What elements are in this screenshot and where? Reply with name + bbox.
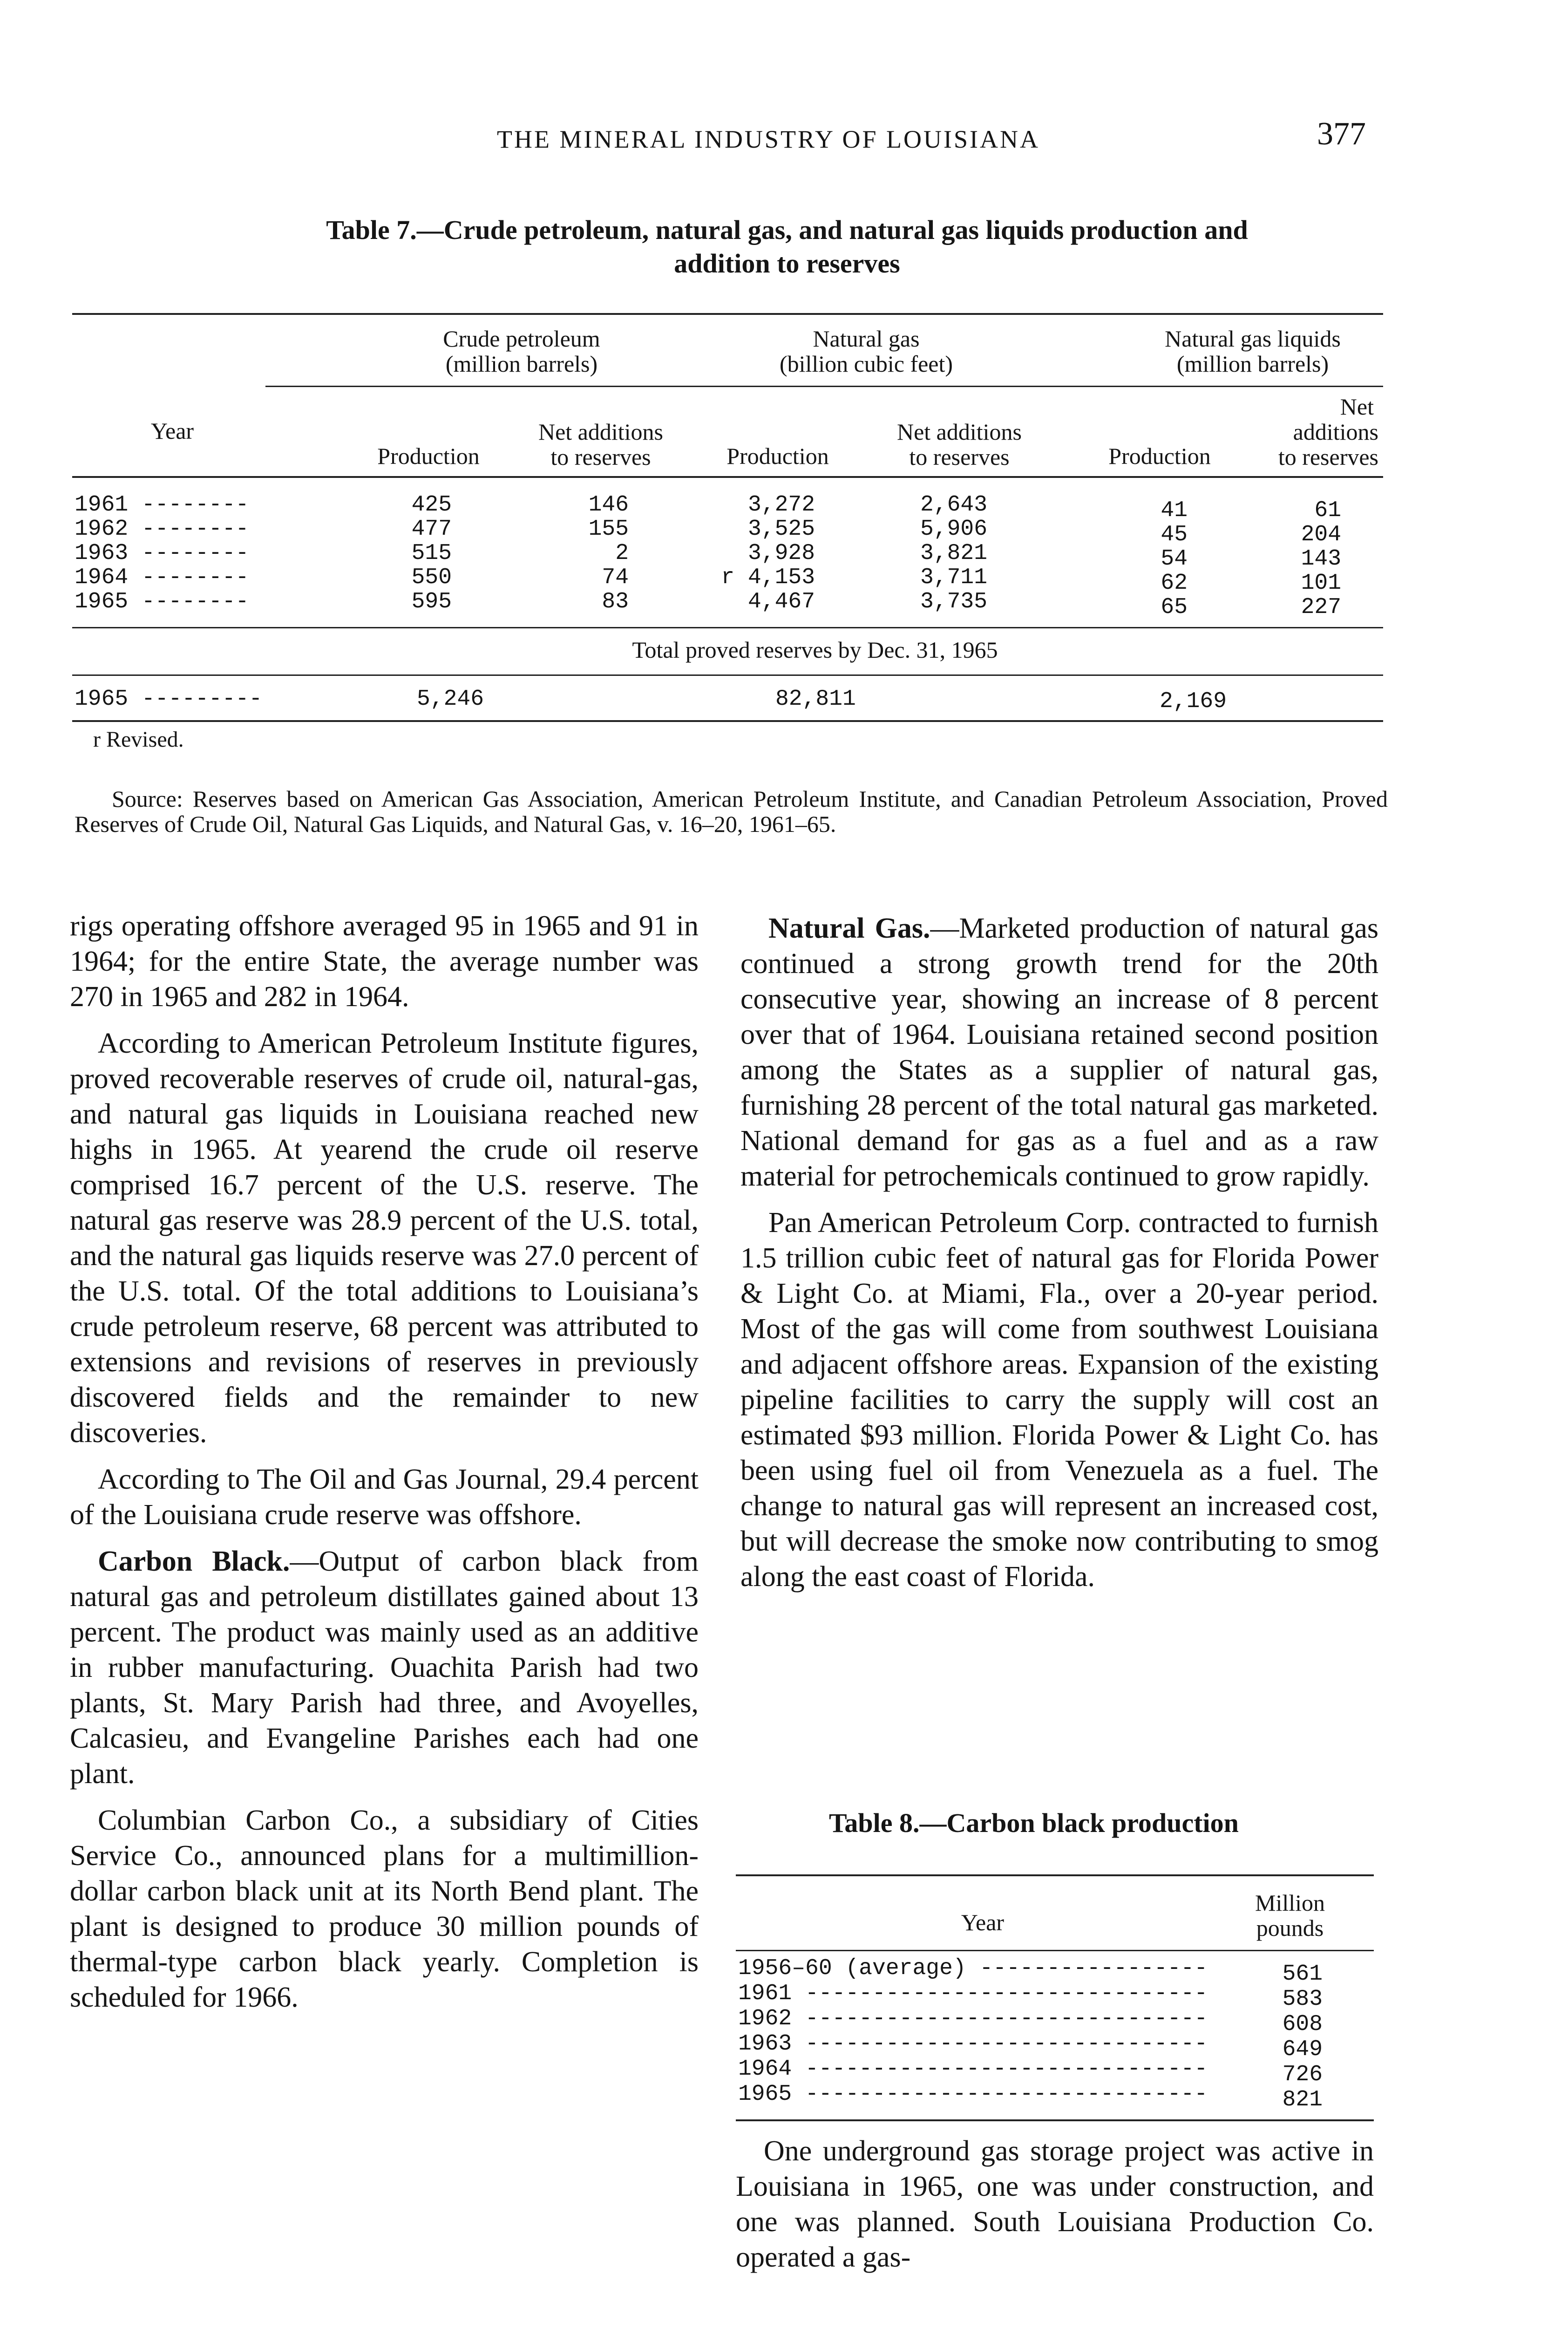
row-year: 1961 -------- [75, 492, 249, 518]
paragraph-text: —Marketed production of natural gas continued a strong growth trend for the 20th consecutive year, showing an increase of 8 percent over that of 1964. Louisiana retained second position among the States as a supplier of natural gas, furnishing 28 percent of the total natural gas marketed. National demand for gas as a fuel and as a raw material for petrochemicals continued to grow rapidly. [740, 913, 1378, 1192]
ngl-reserves: 2,169 [1160, 689, 1227, 714]
table8-year-header: Year [961, 1909, 1005, 1935]
ng-net: 3,711 [920, 565, 987, 590]
table8-row-value: 608 [1282, 2012, 1323, 2037]
table8-title: Table 8.—Carbon black production [829, 1808, 1239, 1838]
row-year: 1963 -------- [75, 541, 249, 566]
table7-title-line2: addition to reserves [674, 248, 900, 279]
cp-net: 74 [602, 565, 629, 590]
ng-production: 3,525 [747, 517, 815, 542]
cp-production: 595 [411, 589, 452, 614]
cp-production: 550 [411, 565, 452, 590]
paragraph: According to The Oil and Gas Journal, 29.4 percent of the Louisiana crude reserve was offshore. [70, 1464, 699, 1531]
ng-reserves: 82,811 [775, 687, 856, 712]
row-year: 1962 -------- [75, 517, 249, 542]
sub-line: additions [1293, 419, 1378, 445]
table8-value-header [1220, 1890, 1360, 1941]
group-unit: (million barrels) [445, 351, 598, 377]
ng-production: 3,928 [747, 541, 815, 566]
table8-row-label: 1961 ------------------------------ [738, 1981, 1208, 2006]
group-name: Crude petroleum [443, 326, 600, 352]
cp-production: 477 [411, 517, 452, 542]
ngl-production: 45 [1161, 522, 1188, 547]
ng-production: 3,272 [747, 492, 815, 518]
sub-line: Net additions [896, 419, 1022, 445]
table8-header-rule [736, 1950, 1374, 1951]
ngl-net: 101 [1301, 571, 1341, 596]
sub-line: to reserves [550, 444, 651, 470]
table7-sub-ngl-production: Production [1108, 443, 1211, 469]
table8-row-value: 561 [1282, 1961, 1323, 1987]
section-head: Natural Gas. [768, 913, 930, 944]
running-head: THE MINERAL INDUSTRY OF LOUISIANA [497, 125, 1040, 153]
table8-bottom-rule [736, 2119, 1374, 2121]
cp-net: 83 [602, 589, 629, 614]
table8-row-value: 726 [1282, 2062, 1323, 2087]
group-unit: (billion cubic feet) [779, 351, 953, 377]
ng-production: 4,467 [747, 589, 815, 614]
table7-source: Source: Reserves based on American Gas Association, American Petroleum Institute, and Canadian Petroleum Association, Proved Reserves of Crude Oil, Natural Gas Liquids, and Natural Gas, v. 16–20, 1961–65. [75, 786, 1388, 837]
group-name: Natural gas [813, 326, 920, 352]
cp-production: 515 [411, 541, 452, 566]
row-year: 1965 -------- [75, 589, 249, 614]
table8-row-label: 1956–60 (average) ----------------- [738, 1956, 1208, 1981]
table8-row-label: 1965 ------------------------------ [738, 2082, 1208, 2107]
ng-production: r 4,153 [721, 565, 815, 590]
page-number: 377 [1317, 116, 1366, 152]
paragraph: rigs operating offshore averaged 95 in 1965 and 91 in 1964; for the entire State, the average number was 270 in 1965 and 282 in 1964. [70, 910, 699, 1013]
row-year: 1965 --------- [75, 687, 263, 712]
cp-net: 146 [588, 492, 629, 518]
right-column-continued [736, 2133, 1374, 2286]
paragraph: According to American Petroleum Institute figures, proved recoverable reserves of crude oil, natural-gas, and natural gas liquids in Louisiana reached new highs in 1965. At yearend the crude oil reserve comprised 16.7 percent of the U.S. reserve. The natural gas reserve was 28.9 percent of the U.S. total, and the natural gas liquids reserve was 27.0 percent of the U.S. total. Of the total additions to Louisiana’s crude petroleum reserve, 68 percent was attributed to extensions and revisions of reserves in previously discovered fields and the remainder to new discoveries. [70, 1028, 699, 1449]
ng-net: 2,643 [920, 492, 987, 518]
paragraph: One underground gas storage project was active in Louisiana in 1965, one was under construction, and one was planned. South Louisiana Production Co. operated a gas- [736, 2135, 1374, 2273]
cp-net: 2 [615, 541, 629, 566]
sub-line: Net [1340, 394, 1374, 420]
cp-reserves: 5,246 [417, 687, 484, 712]
ngl-net: 227 [1301, 595, 1341, 620]
ngl-production: 54 [1161, 546, 1188, 572]
ngl-net: 61 [1314, 498, 1341, 523]
paragraph: Columbian Carbon Co., a subsidiary of Cities Service Co., announced plans for a multimillion-dollar carbon black unit at its North Bend plant. The plant is designed to produce 30 million pounds of thermal-type carbon black yearly. Completion is scheduled for 1966. [70, 1805, 699, 2013]
ng-net: 3,735 [920, 589, 987, 614]
paragraph-text: —Output of carbon black from natural gas and petroleum distillates gained about 13 percent. The product was mainly used as an additive in rubber manufacturing. Ouachita Parish had two plants, St. Mary Parish had three, and Avoyelles, Calcasieu, and Evangeline Parishes each had one plant. [70, 1546, 699, 1790]
table7-reserves-caption: Total proved reserves by Dec. 31, 1965 [632, 637, 998, 663]
section-head: Carbon Black. [98, 1546, 290, 1577]
ngl-net: 204 [1301, 522, 1341, 547]
table8-row-value: 583 [1282, 1987, 1323, 2012]
table7-year-header: Year [150, 418, 194, 444]
sub-line: to reserves [909, 444, 1010, 470]
cp-net: 155 [588, 517, 629, 542]
table8-row-label: 1963 ------------------------------ [738, 2031, 1208, 2057]
ngl-production: 65 [1161, 595, 1188, 620]
table8-row-value: 821 [1282, 2087, 1323, 2112]
cp-production: 425 [411, 492, 452, 518]
table8-top-rule [736, 1874, 1374, 1876]
header-line: pounds [1256, 1915, 1324, 1941]
ng-net: 3,821 [920, 541, 987, 566]
table8-row-label: 1964 ------------------------------ [738, 2057, 1208, 2082]
group-name: Natural gas liquids [1165, 326, 1341, 352]
table7-footnote: r Revised. [93, 727, 184, 752]
row-year: 1964 -------- [75, 565, 249, 590]
ngl-production: 41 [1161, 498, 1188, 523]
ngl-net: 143 [1301, 546, 1341, 572]
table7-sub-ng-production: Production [726, 443, 829, 469]
group-unit: (million barrels) [1176, 351, 1329, 377]
table8-row-label: 1962 ------------------------------ [738, 2006, 1208, 2031]
sub-line: to reserves [1278, 444, 1378, 470]
ng-net: 5,906 [920, 517, 987, 542]
table7-sub-cp-production: Production [377, 443, 480, 469]
table8-row-value: 649 [1282, 2037, 1323, 2062]
paragraph: Pan American Petroleum Corp. contracted to furnish 1.5 trillion cubic feet of natural gas for Florida Power & Light Co. at Miami, Fla., over a 20-year period. Most of the gas will come from southwest Louisiana and adjacent offshore areas. Expansion of the existing pipeline facilities to carry the supply will cost an estimated $93 million. Florida Power & Light Co. has been using fuel oil from Venezuela as a fuel. The change to natural gas will represent an increased cost, but will decrease the smoke now contributing to smog along the east coast of Florida. [740, 1207, 1378, 1593]
sub-line: Net additions [538, 419, 664, 445]
ngl-production: 62 [1161, 571, 1188, 596]
header-line: Million [1255, 1890, 1325, 1916]
table7-title-line1: Table 7.—Crude petroleum, natural gas, and natural gas liquids production and [326, 215, 1248, 245]
